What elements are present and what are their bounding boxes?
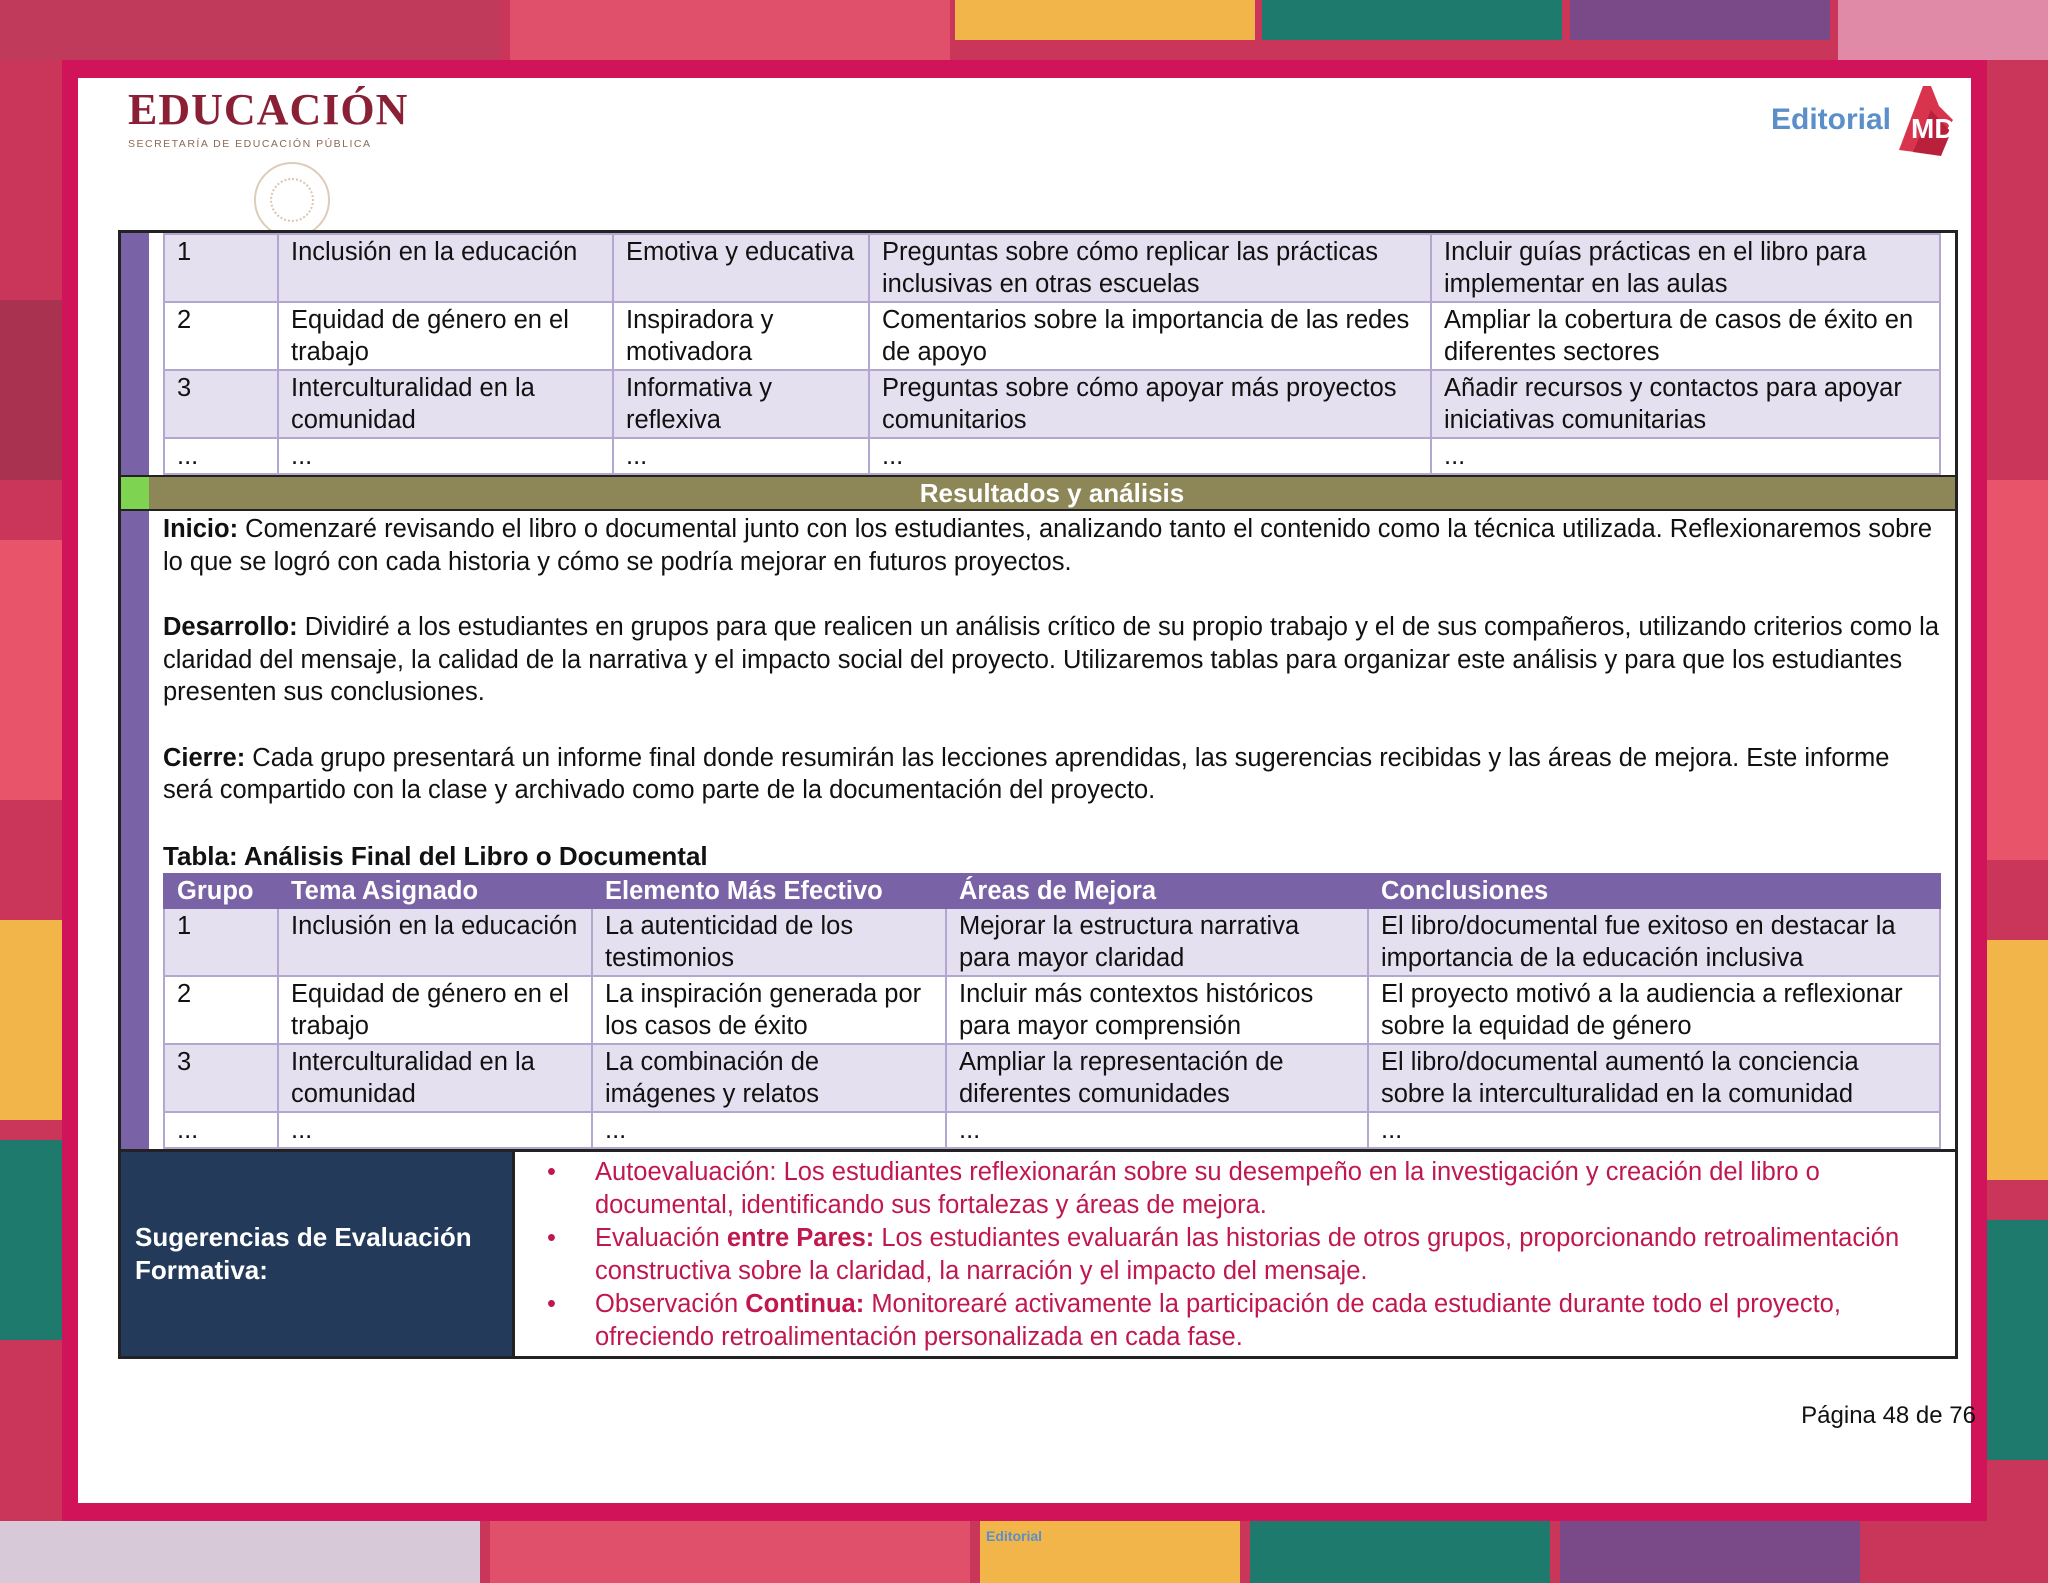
list-item [545, 1222, 1941, 1288]
table-cell: ... [278, 1112, 592, 1148]
table-cell: Incluir más contextos históricos para mayor comprensión [946, 976, 1368, 1044]
page-number: Página 48 de 76 [1801, 1402, 1976, 1429]
formative-evaluation-section [121, 1149, 1955, 1356]
table-cell: ... [613, 438, 869, 474]
table-cell: Añadir recursos y contactos para apoyar iniciativas comunitarias [1431, 370, 1940, 438]
bg-block [955, 0, 1255, 40]
column-header: Conclusiones [1368, 874, 1940, 908]
plan-table [118, 230, 1958, 1359]
table-row [164, 234, 1940, 302]
table-cell: El proyecto motivó a la audiencia a reflexionar sobre la equidad de género [1368, 976, 1940, 1044]
page-sheet [78, 78, 1971, 1503]
item-prefix: Autoevaluación: [595, 1157, 784, 1186]
column-header: Áreas de Mejora [946, 874, 1368, 908]
table-cell: 3 [164, 370, 278, 438]
green-strip [121, 475, 149, 511]
table-cell: El libro/documental fue exitoso en destacar la importancia de la educación inclusiva [1368, 908, 1940, 976]
inicio-label: Inicio: [163, 515, 239, 543]
bg-block [0, 0, 500, 60]
list-item [545, 1288, 1941, 1354]
table-cell: Inclusión en la educación [278, 908, 592, 976]
table-cell: ... [1431, 438, 1940, 474]
final-table-title: Tabla: Análisis Final del Libro o Documental [163, 840, 708, 871]
editorial-logo-text: Editorial [1770, 103, 1891, 136]
table-cell: ... [278, 438, 613, 474]
editorial-md-logo [1771, 80, 1961, 160]
bg-block [1838, 0, 2048, 60]
column-header: Tema Asignado [278, 874, 592, 908]
feedback-table [163, 233, 1941, 475]
item-prefix: Evaluación [595, 1223, 727, 1252]
table-cell: Ampliar la representación de diferentes comunidades [946, 1044, 1368, 1112]
evaluation-list-container [515, 1152, 1955, 1356]
table-cell: Equidad de género en el trabajo [278, 976, 592, 1044]
table-cell: Preguntas sobre cómo replicar las prácticas inclusivas en otras escuelas [869, 234, 1431, 302]
table-cell: 2 [164, 976, 278, 1044]
bullet-icon: • [547, 1223, 556, 1252]
bg-block [0, 1521, 480, 1583]
table-row [164, 302, 1940, 370]
table-row [164, 976, 1940, 1044]
bg-block [1262, 0, 1562, 40]
feedback-table-section [121, 233, 1955, 475]
results-header-row [121, 475, 1955, 511]
table-row [164, 1112, 1940, 1148]
inicio-text: Comenzaré revisando el libro o documental junto con los estudiantes, analizando tanto el contenido como la técnica utilizada. Reflexionaremos sobre lo que se logró con cada historia y cómo se podría mejorar en futuros proyectos. [163, 515, 1933, 576]
footer-editorial-logo: Editorial [986, 1528, 1043, 1544]
bullet-icon: • [547, 1157, 556, 1186]
list-item [545, 1156, 1941, 1222]
evaluation-label: Sugerencias de Evaluación Formativa: [121, 1152, 515, 1356]
table-cell: ... [1368, 1112, 1940, 1148]
bg-block [1987, 1220, 2048, 1460]
table-cell: 1 [164, 908, 278, 976]
table-cell: 2 [164, 302, 278, 370]
sep-logo-subtitle: SECRETARÍA DE EDUCACIÓN PÚBLICA [128, 138, 372, 150]
table-cell: La combinación de imágenes y relatos [592, 1044, 946, 1112]
cierre-paragraph [163, 742, 1941, 807]
table-cell: 3 [164, 1044, 278, 1112]
table-cell: ... [946, 1112, 1368, 1148]
table-cell: Ampliar la cobertura de casos de éxito en diferentes sectores [1431, 302, 1940, 370]
item-text: Los estudiantes evaluarán las historias de otros grupos, proporcionando retroalimentación constructiva sobre la claridad, la narración y el impacto del mensaje. [595, 1223, 1900, 1285]
table-cell: ... [164, 438, 278, 474]
bg-block [1987, 480, 2048, 860]
table-cell: La autenticidad de los testimonios [592, 908, 946, 976]
table-cell: Mejorar la estructura narrativa para mayor claridad [946, 908, 1368, 976]
sep-logo [128, 85, 409, 150]
desarrollo-paragraph [163, 611, 1941, 709]
seal-icon [254, 162, 330, 238]
desarrollo-text: Dividiré a los estudiantes en grupos para que realicen un análisis crítico de su propio trabajo y el de sus compañeros, utilizando criterios como la claridad del mensaje, la calidad de la narrativa y el impacto social del proyecto. Utilizaremos tablas para organizar este análisis y para que los estudiantes presenten sus conclusiones. [163, 613, 1940, 706]
svg-text:MD: MD [1911, 113, 1955, 144]
bg-block [490, 1521, 970, 1583]
table-cell: 1 [164, 234, 278, 302]
page-frame [62, 60, 1987, 1521]
bg-block [0, 1140, 62, 1340]
column-header: Grupo [164, 874, 278, 908]
item-bold: entre Pares: [726, 1223, 875, 1252]
item-bold: Continua: [745, 1289, 865, 1318]
table-row [164, 908, 1940, 976]
desarrollo-label: Desarrollo: [163, 613, 298, 641]
evaluation-list [545, 1156, 1941, 1354]
final-analysis-table [163, 873, 1941, 1149]
item-text: Los estudiantes reflexionarán sobre su desempeño en la investigación y creación del libro o documental, identificando sus fortalezas y áreas de mejora. [595, 1157, 1820, 1219]
table-row [164, 1044, 1940, 1112]
bg-block [1560, 1521, 1860, 1583]
purple-strip [121, 511, 149, 1149]
column-header: Elemento Más Efectivo [592, 874, 946, 908]
table-cell: Incluir guías prácticas en el libro para implementar en las aulas [1431, 234, 1940, 302]
purple-strip [121, 233, 149, 475]
bg-block [510, 0, 950, 60]
table-cell: Informativa y reflexiva [613, 370, 869, 438]
item-text: Monitorearé activamente la participación de cada estudiante durante todo el proyecto, ofreciendo retroalimentación personalizada en cada fase. [595, 1289, 1841, 1351]
table-cell: El libro/documental aumentó la conciencia sobre la interculturalidad en la comunidad [1368, 1044, 1940, 1112]
item-prefix: Observación [595, 1289, 746, 1318]
table-cell: La inspiración generada por los casos de éxito [592, 976, 946, 1044]
cierre-label: Cierre: [163, 743, 246, 772]
table-cell: Equidad de género en el trabajo [278, 302, 613, 370]
table-cell: Comentarios sobre la importancia de las redes de apoyo [869, 302, 1431, 370]
table-cell: Preguntas sobre cómo apoyar más proyectos comunitarios [869, 370, 1431, 438]
bg-block [0, 300, 62, 480]
results-header: Resultados y análisis [149, 475, 1955, 511]
table-cell: Interculturalidad en la comunidad [278, 370, 613, 438]
table-cell: ... [592, 1112, 946, 1148]
inicio-paragraph [163, 513, 1941, 578]
cierre-text: Cada grupo presentará un informe final donde resumirán las lecciones aprendidas, las sugerencias recibidas y las áreas de mejora. Este informe será compartido con la clase y archivado como parte de la documentación del proyecto. [163, 743, 1890, 804]
main-content [118, 230, 1958, 1359]
bg-block [0, 920, 62, 1120]
table-row [164, 438, 1940, 474]
bg-block [1250, 1521, 1550, 1583]
table-cell: ... [164, 1112, 278, 1148]
table-header-row [164, 874, 1940, 908]
results-body [121, 511, 1955, 1149]
table-row [164, 370, 1940, 438]
sep-logo-title: EDUCACIÓN [128, 85, 409, 134]
table-cell: Inclusión en la educación [278, 234, 613, 302]
table-cell: Inspiradora y motivadora [613, 302, 869, 370]
md-logo-icon [1891, 80, 1961, 160]
bg-block [1570, 0, 1830, 40]
bg-block [1987, 940, 2048, 1180]
table-cell: ... [869, 438, 1431, 474]
bullet-icon: • [547, 1289, 556, 1318]
bg-block [0, 540, 62, 800]
table-cell: Emotiva y educativa [613, 234, 869, 302]
table-cell: Interculturalidad en la comunidad [278, 1044, 592, 1112]
